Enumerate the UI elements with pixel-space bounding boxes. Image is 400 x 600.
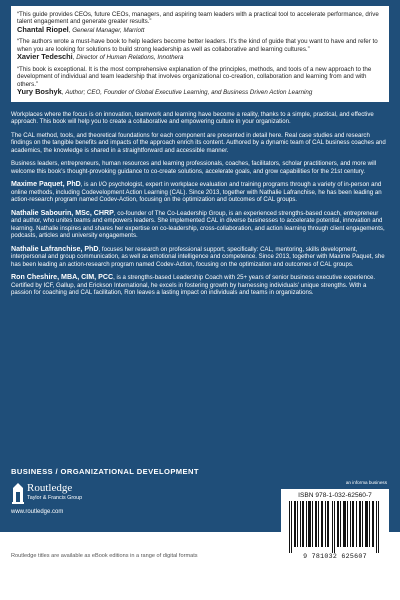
endorsement-name: Chantal Riopel [17,24,69,34]
author-bio-text: , focuses her research on professional support, specifically: CAL, mentoring, skills development, interpersonal and group communication, as well as emotional intelligence and competence. Since 2013, together with Maxime Paquet, she has been leading an action-research program named Codev-Action, focusing on the optimization and outcomes of CAL groups. [11,245,385,268]
endorsement-author: Yury Boshyk, Author; CEO, Founder of Global Executive Learning, and Business Driven Action Learning [17,87,313,97]
publisher-name: Routledge [27,482,73,494]
endorsement [17,66,383,97]
ebook-note: Routledge titles are available as eBook editions in a range of digital formats [11,553,198,559]
author-bio-text: , co-founder of The Co-Leadership Group, is an experienced strengths-based coach, entrepreneur and author, who unites teams and empowers leaders. She implemented CAL in diverse businesses to accelerate potential, innovation and learning. Nathalie inspires and shares her expertise on co-leadership, cross-collaboration, and action learning through client engagements, podcasts, articles and university engagements. [11,209,385,240]
description-paragraph: The CAL method, tools, and theoretical foundations for each component are presented in detail here. Real case studies and research findings on the tangible benefits and impacts of the approach enrich its content. Authored by a dynamic team of CAL business coaches and academics, the knowledge is shared in a straightforward and accessible manner. [11,131,386,154]
endorsement-role: Director of Human Relations, Innothera [76,54,184,62]
barcode-icon [285,501,385,553]
author-bio [11,210,389,240]
author-bio [11,181,389,204]
author-name: Nathalie Lafranchise, PhD [11,244,99,253]
author-name: Ron Cheshire, MBA, CIM, PCC [11,273,114,282]
author-name: Maxime Paquet, PhD [11,180,81,189]
endorsement-text: “This guide provides CEOs, future CEOs, managers, and aspiring team leaders with a practical tool to accelerate performance, drive talent engagement and generate greater results.” [17,11,379,26]
informa-tagline: an informa business [345,480,387,485]
endorsement [17,11,383,34]
publisher-block [11,480,151,524]
description-paragraph: Workplaces where the focus is on innovation, teamwork and learning have become a reality, thanks to a simple, practical, and effective approach. This book will help you to create a collaborative and empowering culture in your organization. [11,110,374,126]
endorsement-text: “The authors wrote a must-have book to help leaders become better leaders. It’s the kind of guide that you want to have and refer to when you are looking for solutions to build strong leadership as well as collaborative and learning cultures.” [17,38,378,53]
subject-category: BUSINESS / ORGANIZATIONAL DEVELOPMENT [11,467,199,476]
author-bio-text: , is an I/O psychologist, expert in workplace evaluation and training programs through a variety of in-person and online methods, including Codevelopment Action Learning (CAL). Since 2013, together with Nathalie Lafranchise, he has been leading an action-research program named Codev-Action, focusing on the optimization and outcomes of CAL groups. [11,181,382,204]
author-bio [11,274,389,297]
endorsement [17,38,383,61]
author-name: Nathalie Sabourin, MSc, CHRP [11,208,114,217]
endorsement-role: Author; CEO, Founder of Global Executive Learning, and Business Driven Action Learning [65,89,313,97]
endorsements-box [11,6,389,102]
endorsement-author: Xavier Tedeschi, Director of Human Relations, Innothera [17,52,184,62]
publisher-group: Taylor & Francis Group [27,495,83,501]
description-paragraph: Business leaders, entrepreneurs, human resources and learning professionals, coaches, facilitators, scholar practitioners, and more will welcome this book’s thought-provoking guidance to co-create solutions, accelerate goals, and grow capabilities for the 21st century. [11,160,377,175]
endorsement-role: General Manager, Marriott [72,26,145,34]
barcode-digits: 9 781032 625607 [303,553,367,560]
endorsement-text: “This book is exceptional. It is the most comprehensive explanation of the principles, methods, and tools of a new approach to the development of individual and team leadership that involves organizational co-creation, collaboration and learning from and with others.” [17,65,372,88]
endorsement-author: Chantal Riopel, General Manager, Marriott [17,24,145,34]
book-description [11,111,389,176]
endorsement-name: Yury Boshyk [17,87,62,97]
author-bio-text: , is a strengths-based Leadership Coach with 25+ years of senior business executive experience. Certified by ICF, Gallup, and Erickson International, he excels in fostering growth by harnessing individuals’ unique strengths. With a passion for coaching and CAL facilitation, Ron leaves a lasting impact on individuals and teams in organizations. [11,274,376,297]
isbn-label: ISBN 978-1-032-62560-7 [298,492,372,499]
author-bios [11,181,389,297]
routledge-tower-icon [11,482,25,504]
endorsement-name: Xavier Tedeschi [17,52,73,62]
publisher-url[interactable]: www.routledge.com [11,509,64,515]
barcode-panel [281,489,389,569]
author-bio [11,246,389,269]
